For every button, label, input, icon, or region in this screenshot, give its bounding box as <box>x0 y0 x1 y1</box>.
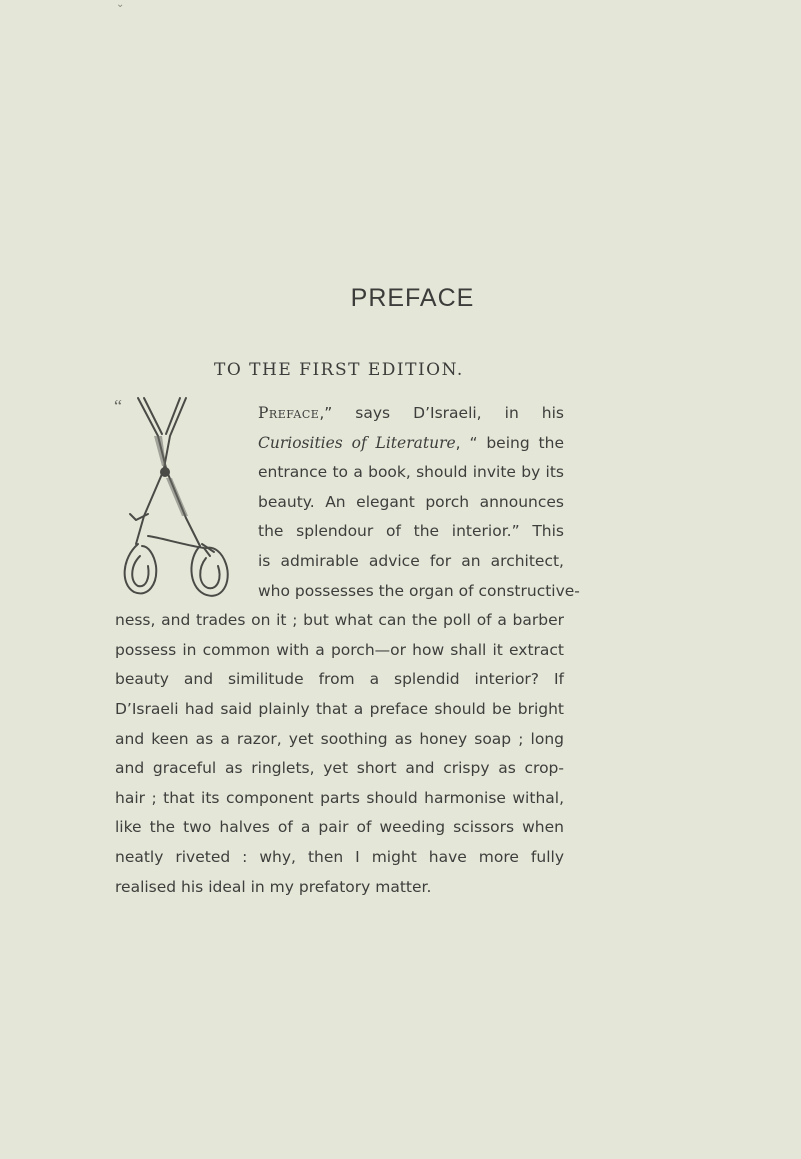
ink-speck: ⌄ <box>116 0 125 10</box>
text-run: possess in common with a porch—or how shall it extract <box>115 640 564 659</box>
text-run: , “ being the <box>455 433 564 452</box>
text-run: ness, and trades on it ; but what can the poll of a barber <box>115 611 564 630</box>
text-run: realised his ideal in my prefatory matter. <box>115 877 432 896</box>
text-run: the splendour of the interior.” This <box>258 522 564 541</box>
text-run: neatly riveted : why, then I might have more fully <box>115 848 564 866</box>
text-line <box>258 519 564 543</box>
text-run: beauty. An elegant porch announces <box>258 492 564 511</box>
text-line <box>115 667 564 691</box>
text-run: entrance to a book, should invite by its <box>258 463 564 482</box>
open-quote-mark: “ <box>114 396 122 416</box>
text-line <box>115 786 564 810</box>
text-line <box>258 549 564 573</box>
text-run: and graceful as ringlets, yet short and crispy as crop- <box>115 759 564 778</box>
text-run: Preface <box>258 404 320 422</box>
text-line <box>115 608 564 632</box>
text-line <box>258 401 564 425</box>
text-line <box>115 638 564 662</box>
text-run: like the two halves of a pair of weeding scissors when <box>115 818 564 837</box>
page-subtitle: TO THE FIRST EDITION. <box>214 360 464 380</box>
text-line <box>115 697 564 721</box>
text-line <box>115 815 564 839</box>
text-line <box>115 875 564 899</box>
text-run: Curiosities of Literature <box>258 433 456 452</box>
text-run: D’Israeli had said plainly that a preface should be bright <box>115 700 564 718</box>
page-title: PREFACE <box>350 284 475 312</box>
text-line <box>115 727 564 751</box>
text-line <box>258 490 564 514</box>
text-line <box>258 579 580 603</box>
text-run: ,” says D’Israeli, in his <box>319 404 564 422</box>
text-line <box>115 845 564 869</box>
text-line <box>258 460 564 484</box>
text-line <box>258 431 564 455</box>
text-run: who possesses the organ of constructive- <box>258 581 580 600</box>
text-line <box>115 756 564 780</box>
text-run: hair ; that its component parts should harmonise withal, <box>115 788 564 807</box>
text-run: and keen as a razor, yet soothing as honey soap ; long <box>115 729 564 748</box>
scissors-drop-cap-icon <box>118 396 240 608</box>
text-run: is admirable advice for an architect, <box>258 552 564 570</box>
text-run: beauty and similitude from a splendid interior? If <box>115 670 564 689</box>
